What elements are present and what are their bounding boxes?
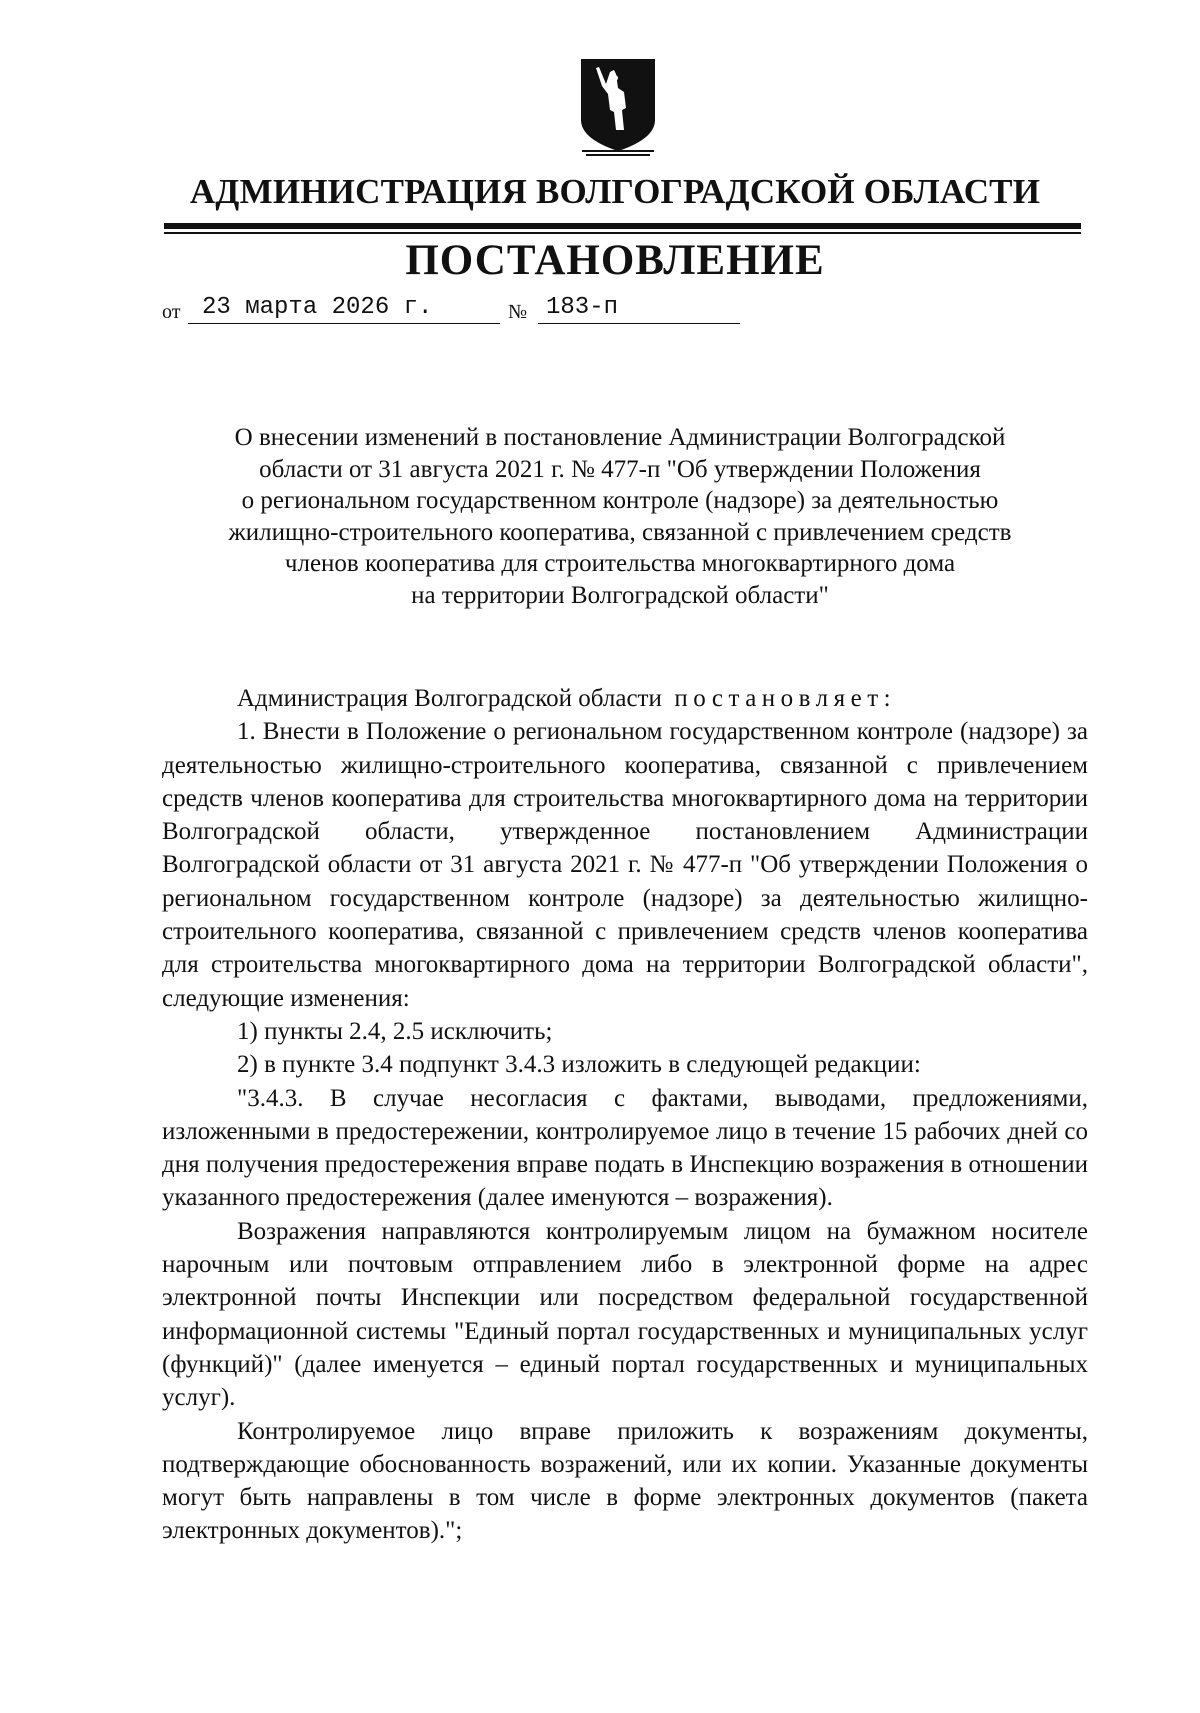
body-paragraph: Контролируемое лицо вправе приложить к возражениям документы, подтверждающие обоснованность возражений, или их копии. Указанные документы могут быть направлены в том числе в форме электронных документов (пакета электронных документов).";	[162, 1417, 1088, 1545]
document-subject	[170, 422, 1070, 611]
subject-line: жилищно-строительного кооператива, связанной с привлечением средств	[228, 518, 1012, 546]
subject-line: области от 31 августа 2021 г. № 477-п "Об утверждении Положения	[259, 455, 981, 483]
decree-verb: постановляет:	[674, 685, 897, 712]
date-value: 23 марта 2026 г.	[188, 293, 500, 324]
coat-of-arms-icon	[580, 58, 668, 158]
number-value: 183-п	[538, 293, 740, 324]
subject-line: членов кооператива для строительства многоквартирного дома	[284, 550, 956, 577]
date-number-line	[162, 288, 762, 328]
body-paragraph: "3.4.3. В случае несогласия с фактами, выводами, предложениями, изложенными в предостережении, контролируемое лицо в течение 15 рабочих дней со дня получения предостережения вправе подать в Инспекцию возражения в отношении указанного предостережения (далее именуются – возражения).	[162, 1084, 1088, 1212]
body-paragraph: 1) пункты 2.4, 2.5 исключить;	[237, 1017, 553, 1045]
subject-line: о региональном государственном контроле (надзоре) за деятельностью	[241, 487, 999, 514]
body-paragraph: 2) в пункте 3.4 подпункт 3.4.3 изложить в следующей редакции:	[237, 1051, 921, 1079]
header-divider-thick	[164, 223, 1081, 229]
organization-title: АДМИНИСТРАЦИЯ ВОЛГОГРАДСКОЙ ОБЛАСТИ	[189, 172, 1041, 211]
document-type-title: ПОСТАНОВЛЕНИЕ	[405, 237, 825, 284]
decree-line	[162, 682, 1088, 715]
date-label: от	[162, 301, 181, 323]
document-body	[162, 682, 1088, 1548]
header-divider-thin	[164, 232, 1081, 234]
decree-prefix: Администрация Волгоградской области	[237, 685, 662, 712]
number-label: №	[508, 301, 528, 323]
subject-line: О внесении изменений в постановление Администрации Волгоградской	[234, 424, 1006, 451]
body-paragraph: 1. Внести в Положение о региональном государственном контроле (надзоре) за деятельностью жилищно-строительного кооператива, связанной с привлечением средств членов кооператива для строительства многоквартирного дома на территории Волгоградской области, утвержденное постановлением Администрации Волгоградской области от 31 августа 2021 г. № 477-п "Об утверждении Положения о региональном государственном контроле (надзоре) за деятельностью жилищно-строительного кооператива, связанной с привлечением средств членов кооператива для строительства многоквартирного дома на территории Волгоградской области", следующие изменения:	[162, 718, 1088, 1012]
subject-line: на территории Волгоградской области"	[411, 581, 829, 609]
body-paragraph: Возражения направляются контролируемым лицом на бумажном носителе нарочным или почтовым отправлением либо в электронной форме на адрес электронной почты Инспекции или посредством федеральной государственной информационной системы "Единый портал государственных и муниципальных услуг (функций)" (далее именуется – единый портал государственных и муниципальных услуг).	[162, 1217, 1088, 1412]
